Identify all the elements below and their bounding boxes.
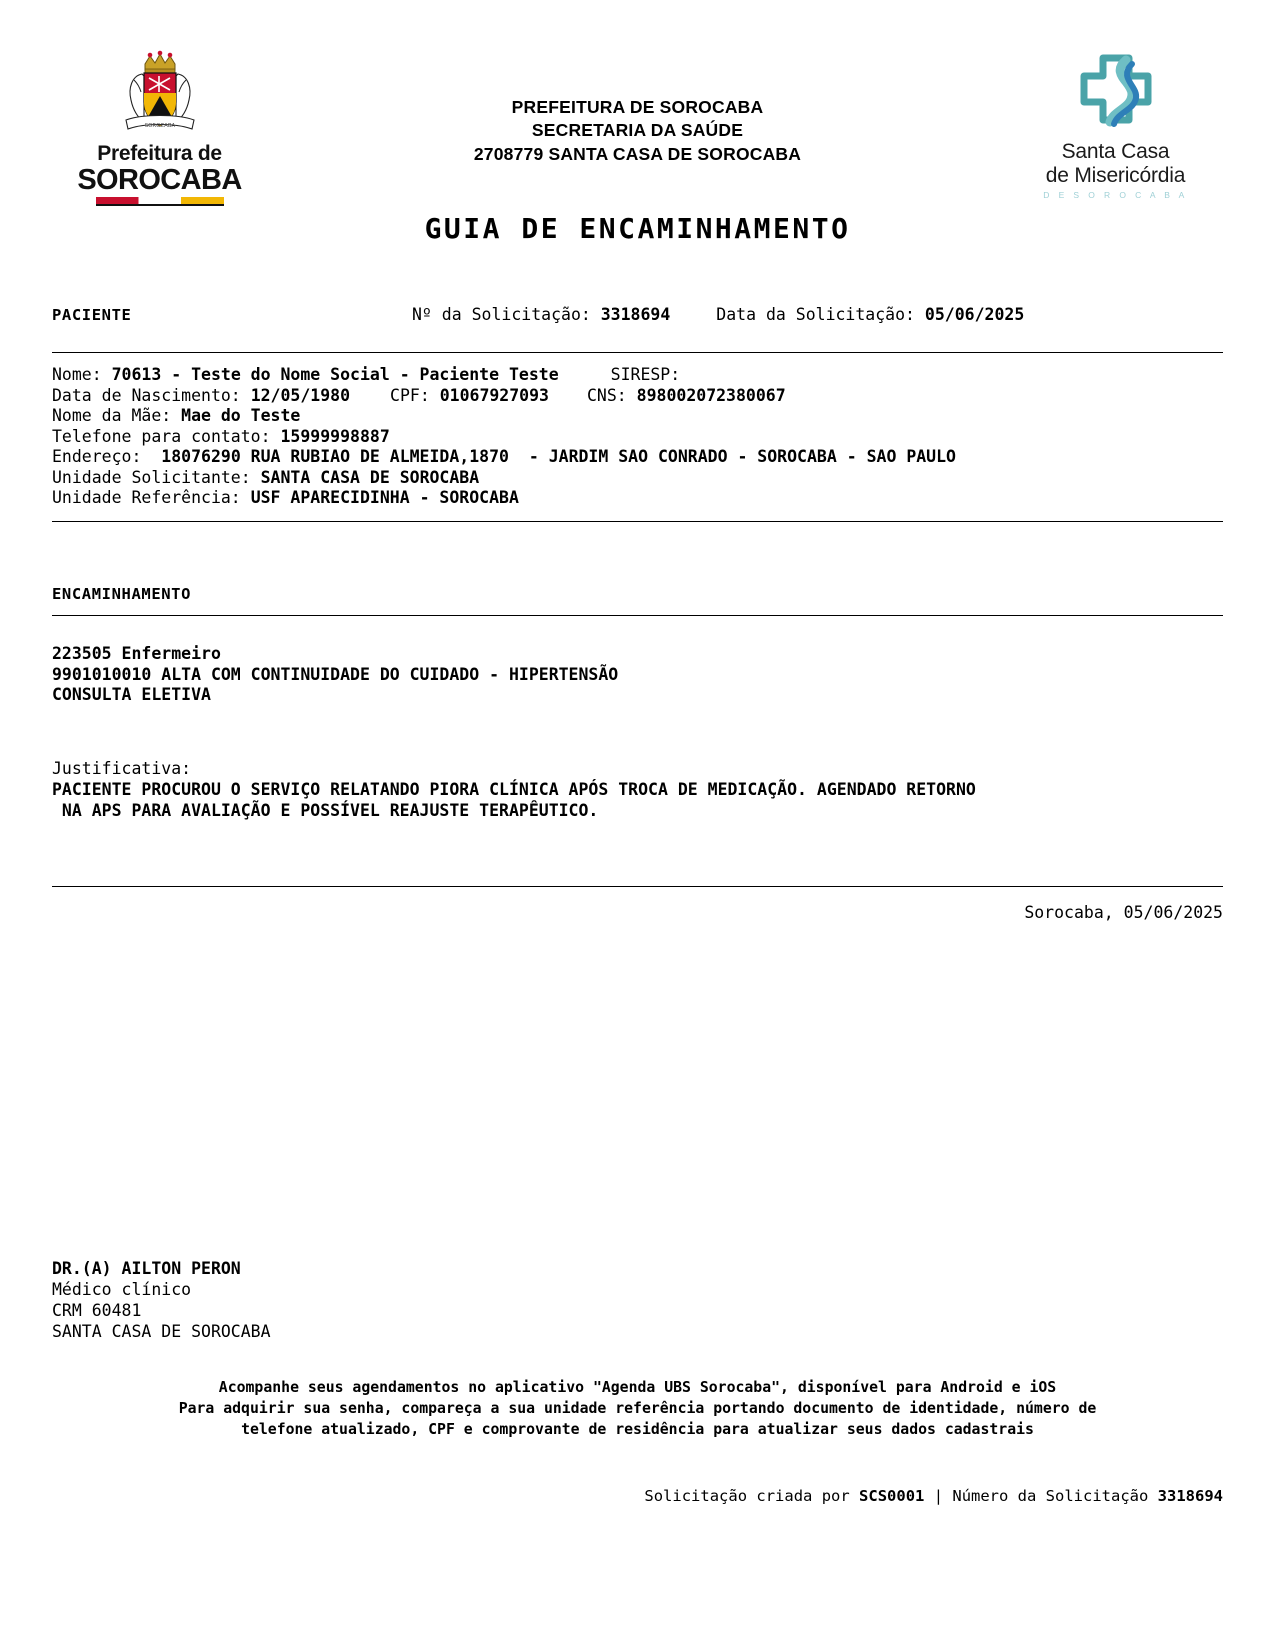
solicitacao-date-value: 05/06/2025 xyxy=(924,305,1025,324)
patient-section-label: PACIENTE xyxy=(52,306,132,324)
santa-casa-line1: Santa Casa xyxy=(1061,140,1170,163)
footer-note-line: Acompanhe seus agendamentos no aplicativo "Agenda UBS Sorocaba", disponível para Android e iOS xyxy=(218,1379,1057,1396)
santa-casa-line3: D E S O R O C A B A xyxy=(1043,190,1188,201)
footer-meta-user: SCS0001 xyxy=(859,1487,925,1505)
nascimento-label: Data de Nascimento: xyxy=(52,385,251,405)
solicitacao-number-value: 3318694 xyxy=(600,305,671,324)
prefeitura-logo xyxy=(52,48,267,206)
header-line-prefeitura: PREFEITURA DE SOROCABA xyxy=(511,97,764,117)
cpf-value: 01067927093 xyxy=(439,385,549,405)
encaminhamento-item: 9901010010 ALTA COM CONTINUIDADE DO CUIDADO - HIPERTENSÃO xyxy=(52,664,619,684)
mae-label: Nome da Mãe: xyxy=(52,406,182,425)
unidade-solicitante-label: Unidade Solicitante: xyxy=(52,467,261,487)
patient-row-nome xyxy=(52,365,1223,386)
encaminhamento-item: CONSULTA ELETIVA xyxy=(52,685,211,704)
signature-name: DR.(A) AILTON PERON xyxy=(52,1259,241,1278)
justificativa-block xyxy=(52,758,1223,821)
nome-value: 70613 - Teste do Nome Social - Paciente Teste xyxy=(111,365,559,384)
signature-crm: CRM 60481 xyxy=(52,1301,142,1320)
justificativa-label: Justificativa: xyxy=(52,759,192,778)
signature-role: Médico clínico xyxy=(52,1280,192,1299)
svg-text:SOROCABA: SOROCABA xyxy=(144,123,175,129)
city-date: Sorocaba, 05/06/2025 xyxy=(1024,903,1223,922)
patient-row-unidade-referencia xyxy=(52,488,1223,509)
patient-section-header xyxy=(52,305,1223,324)
unidade-solicitante-value: SANTA CASA DE SOROCABA xyxy=(260,467,480,487)
encaminhamento-items xyxy=(52,644,1223,706)
nascimento-value: 12/05/1980 xyxy=(250,385,351,405)
footer-meta-label: Número da Solicitação xyxy=(952,1487,1158,1505)
solicitacao-number xyxy=(412,305,670,324)
divider-patient-bottom xyxy=(52,521,1223,522)
encaminhamento-section-label: ENCAMINHAMENTO xyxy=(52,585,192,603)
header-line-unidade: 2708779 SANTA CASA DE SOROCABA xyxy=(473,143,802,164)
unidade-referencia-value: USF APARECIDINHA - SOROCABA xyxy=(250,488,519,507)
sorocaba-coat-of-arms-icon xyxy=(112,50,208,140)
divider-justificativa-bottom xyxy=(52,886,1223,887)
footer-meta-number: 3318694 xyxy=(1157,1487,1223,1505)
header-title-block xyxy=(267,48,1008,166)
justificativa-line: PACIENTE PROCUROU O SERVIÇO RELATANDO PIORA CLÍNICA APÓS TROCA DE MEDICAÇÃO. AGENDADO RETORNO xyxy=(52,780,976,799)
signature-block xyxy=(52,1258,1223,1342)
divider-encaminhamento xyxy=(52,615,1223,616)
endereco-label: Endereço: xyxy=(52,447,152,466)
cpf-label: CPF: xyxy=(390,385,440,405)
prefeitura-logo-line1: Prefeitura de xyxy=(97,142,222,165)
patient-row-unidade-solicitante xyxy=(52,468,1223,489)
signature-unit: SANTA CASA DE SOROCABA xyxy=(52,1322,271,1341)
solicitacao-date-label: Data da Solicitação: xyxy=(716,305,925,324)
header-line-secretaria: SECRETARIA DA SAÚDE xyxy=(531,120,744,141)
santa-casa-logo xyxy=(1008,48,1223,200)
santa-casa-cross-icon xyxy=(1070,54,1162,138)
santa-casa-line2: de Misericórdia xyxy=(1045,163,1186,187)
justificativa-line: NA APS PARA AVALIAÇÃO E POSSÍVEL REAJUSTE TERAPÊUTICO. xyxy=(52,801,599,820)
page-title: GUIA DE ENCAMINHAMENTO xyxy=(424,212,851,245)
footer-meta xyxy=(644,1487,1223,1505)
telefone-label: Telefone para contato: xyxy=(52,426,281,446)
solicitacao-date xyxy=(716,305,1024,324)
unidade-referencia-label: Unidade Referência: xyxy=(52,488,251,507)
siresp-label: SIRESP: xyxy=(610,365,681,384)
footer-meta-prefix: Solicitação criada por xyxy=(644,1487,860,1505)
patient-info-block xyxy=(52,365,1223,509)
patient-row-nascimento xyxy=(52,386,1223,407)
nome-label: Nome: xyxy=(52,365,112,384)
footer-notes xyxy=(52,1377,1223,1440)
cns-label: CNS: xyxy=(586,385,637,405)
mae-value: Mae do Teste xyxy=(181,406,301,425)
telefone-value: 15999998887 xyxy=(280,426,390,446)
patient-row-mae xyxy=(52,406,1223,427)
divider-patient-top xyxy=(52,352,1223,353)
document-header xyxy=(52,48,1223,201)
footer-note-line: telefone atualizado, CPF e comprovante de residência para atualizar seus dados cadastrais xyxy=(241,1421,1034,1438)
prefeitura-flag-rule xyxy=(96,197,224,206)
cns-value: 898002072380067 xyxy=(636,385,786,405)
footer-note-line: Para adquirir sua senha, compareça a sua unidade referência portando documento de identidade, número de xyxy=(178,1400,1097,1417)
prefeitura-logo-line2: SOROCABA xyxy=(77,164,242,197)
solicitacao-number-label: Nº da Solicitação: xyxy=(412,305,601,324)
footer-meta-separator: | xyxy=(924,1487,953,1505)
patient-row-telefone xyxy=(52,427,1223,448)
encaminhamento-item: 223505 Enfermeiro xyxy=(52,644,221,663)
endereco-value: 18076290 RUA RUBIAO DE ALMEIDA,1870 - JARDIM SAO CONRADO - SOROCABA - SAO PAULO xyxy=(151,447,956,466)
patient-row-endereco xyxy=(52,447,1223,468)
